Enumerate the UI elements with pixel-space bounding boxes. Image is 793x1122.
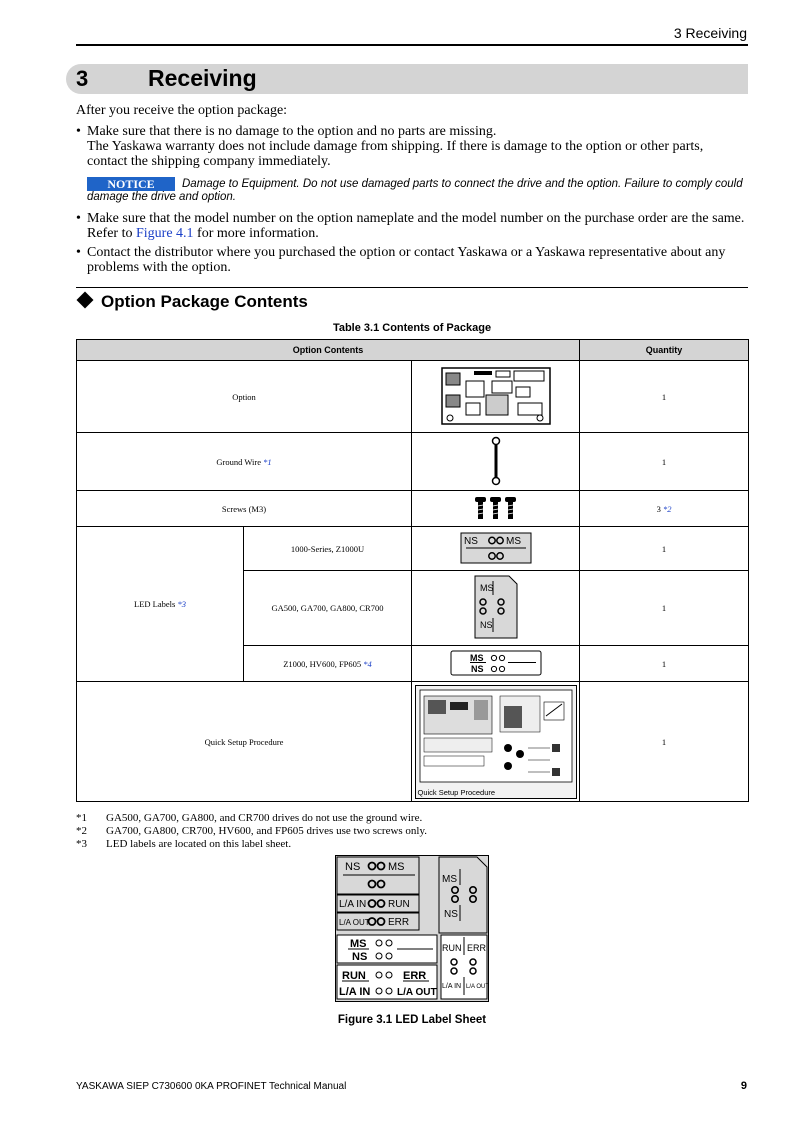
notice-text: Damage to Equipment. Do not use damaged parts to connect the drive and the option. Failure to comply could damage the drive and option.	[87, 178, 743, 203]
footnote-ref: *2	[662, 503, 672, 514]
note-text: LED labels are located on this label sheet.	[106, 838, 292, 850]
diamond-icon	[77, 292, 94, 309]
led-label-vertical-icon	[474, 575, 518, 639]
bullet-2-text-end: for more information.	[193, 226, 319, 241]
quick-setup-image	[412, 682, 580, 802]
header-rule	[76, 44, 748, 46]
led-sub3-quantity: 1	[580, 646, 749, 682]
note-mark: *1	[76, 812, 87, 824]
intro-text: After you receive the option package:	[76, 103, 288, 118]
section-title	[76, 292, 308, 312]
table-caption: Table 3.1 Contents of Package	[332, 322, 492, 334]
note-text: GA500, GA700, GA800, and CR700 drives do not use the ground wire.	[106, 812, 423, 824]
bullet-dot: •	[76, 211, 81, 226]
led-label-horizontal-icon	[460, 532, 532, 564]
led-sub1-label: 1000-Series, Z1000U	[244, 527, 412, 571]
option-board-icon	[440, 365, 552, 427]
err-text: ERR	[403, 970, 427, 982]
figure-caption: Figure 3.1 LED Label Sheet	[337, 1014, 487, 1026]
section-rule	[76, 287, 748, 288]
la-out-text: L/A OUT	[466, 984, 489, 990]
table-row	[77, 682, 749, 802]
bullet-2	[87, 211, 747, 241]
quick-setup-image-caption: Quick Setup Procedure	[417, 787, 496, 797]
ms-text: MS	[350, 938, 367, 950]
la-out-text: L/A OUT	[397, 987, 437, 998]
note-text: GA700, GA800, CR700, HV600, and FP605 drives use two screws only.	[106, 825, 428, 837]
ns-text: NS	[470, 663, 484, 674]
ns-text: NS	[345, 861, 361, 873]
la-out-text: L/A OUT	[339, 918, 370, 927]
bullet-1	[87, 124, 747, 169]
led-sub2-quantity: 1	[580, 571, 749, 646]
err-text: ERR	[467, 943, 487, 953]
chapter-number: 3	[76, 66, 89, 91]
led-label-slim-icon	[450, 650, 542, 676]
led-sub3-cell	[244, 646, 412, 682]
footer-document-title	[76, 1081, 346, 1092]
footer-doc: YASKAWA SIEP C730600 0KA PROFINET Technical Manual	[76, 1081, 347, 1092]
la-in-text: L/A IN	[442, 983, 462, 990]
la-in-text: L/A IN	[339, 899, 367, 910]
note-1	[76, 812, 422, 825]
option-board-image	[412, 361, 580, 433]
ground-wire-image	[412, 433, 580, 491]
chapter-title: Receiving	[148, 65, 257, 91]
led-label-sheet-figure	[335, 855, 489, 1002]
bullet-2-text: Make sure that the model number on the option nameplate and the model number on the purchase order are the same. Refer to	[87, 211, 745, 241]
note-mark: *3	[76, 838, 87, 850]
ms-text: MS	[388, 861, 405, 873]
figure-4-1-link[interactable]: Figure 4.1	[135, 226, 194, 241]
run-text: RUN	[342, 970, 366, 982]
note-mark: *2	[76, 825, 87, 837]
led-sub3-image	[412, 646, 580, 682]
ms-text: MS	[505, 535, 521, 547]
note-2	[76, 825, 427, 838]
la-in-text: L/A IN	[339, 986, 371, 998]
led-sub1-image	[412, 527, 580, 571]
header-quantity: Quantity	[580, 340, 749, 361]
table-header-row	[77, 340, 749, 361]
ns-text: NS	[352, 951, 368, 963]
quick-setup-diagram	[416, 686, 576, 786]
bullet-dot: •	[76, 245, 81, 260]
table-row	[77, 491, 749, 527]
package-contents-table	[76, 339, 749, 802]
bullet-1-continuation: The Yaskawa warranty does not include damage from shipping. If there is damage to the option or other parts, contact the shipping company immediately.	[87, 139, 704, 169]
run-text: RUN	[388, 899, 410, 910]
bullet-1-line: Make sure that there is no damage to the option and no parts are missing.	[87, 124, 497, 139]
ns-text: NS	[444, 909, 458, 920]
screws-icon	[474, 495, 518, 521]
table-row	[77, 527, 749, 571]
led-sub3-label: Z1000, HV600, FP605	[283, 658, 364, 669]
screws-label: Screws (M3)	[77, 491, 412, 527]
run-text: RUN	[442, 943, 462, 953]
quick-setup-thumbnail	[415, 685, 577, 799]
page-number: 9	[740, 1080, 747, 1092]
ms-text: MS	[469, 652, 483, 663]
row-label: Option	[77, 361, 412, 433]
led-sub2-image	[412, 571, 580, 646]
quick-setup-label: Quick Setup Procedure	[77, 682, 412, 802]
table-row	[77, 361, 749, 433]
led-sub2-label: GA500, GA700, GA800, CR700	[244, 571, 412, 646]
ms-text: MS	[442, 874, 457, 885]
note-3	[76, 838, 291, 851]
option-quantity: 1	[580, 361, 749, 433]
table-row	[77, 433, 749, 491]
bullet-3: Contact the distributor where you purchased the option or contact Yaskawa or a Yaskawa representative about any problems with the option.	[87, 245, 726, 275]
screws-quantity-cell	[580, 491, 749, 527]
bullet-dot: •	[76, 124, 81, 139]
notice-badge: NOTICE	[87, 177, 175, 191]
screws-quantity: 3	[656, 503, 663, 514]
footnote-ref: *4	[363, 658, 372, 669]
ns-text: NS	[463, 535, 478, 547]
led-labels-label: LED Labels	[134, 599, 178, 609]
row-label	[77, 433, 412, 491]
header-option-contents: Option Contents	[77, 340, 580, 361]
ns-text: NS	[479, 620, 493, 630]
ground-wire-quantity: 1	[580, 433, 749, 491]
quick-setup-quantity: 1	[580, 682, 749, 802]
screws-image	[412, 491, 580, 527]
ground-wire-label: Ground Wire	[216, 456, 264, 467]
err-text: ERR	[388, 917, 410, 928]
running-header: 3 Receiving	[673, 25, 747, 41]
footnote-ref: *3	[177, 599, 186, 609]
ms-text: MS	[479, 583, 493, 593]
section-title-text: Option Package Contents	[101, 292, 308, 311]
led-labels-cell	[77, 527, 244, 682]
ground-wire-icon	[489, 436, 503, 486]
led-sub1-quantity: 1	[580, 527, 749, 571]
footnote-ref: *1	[263, 456, 272, 467]
